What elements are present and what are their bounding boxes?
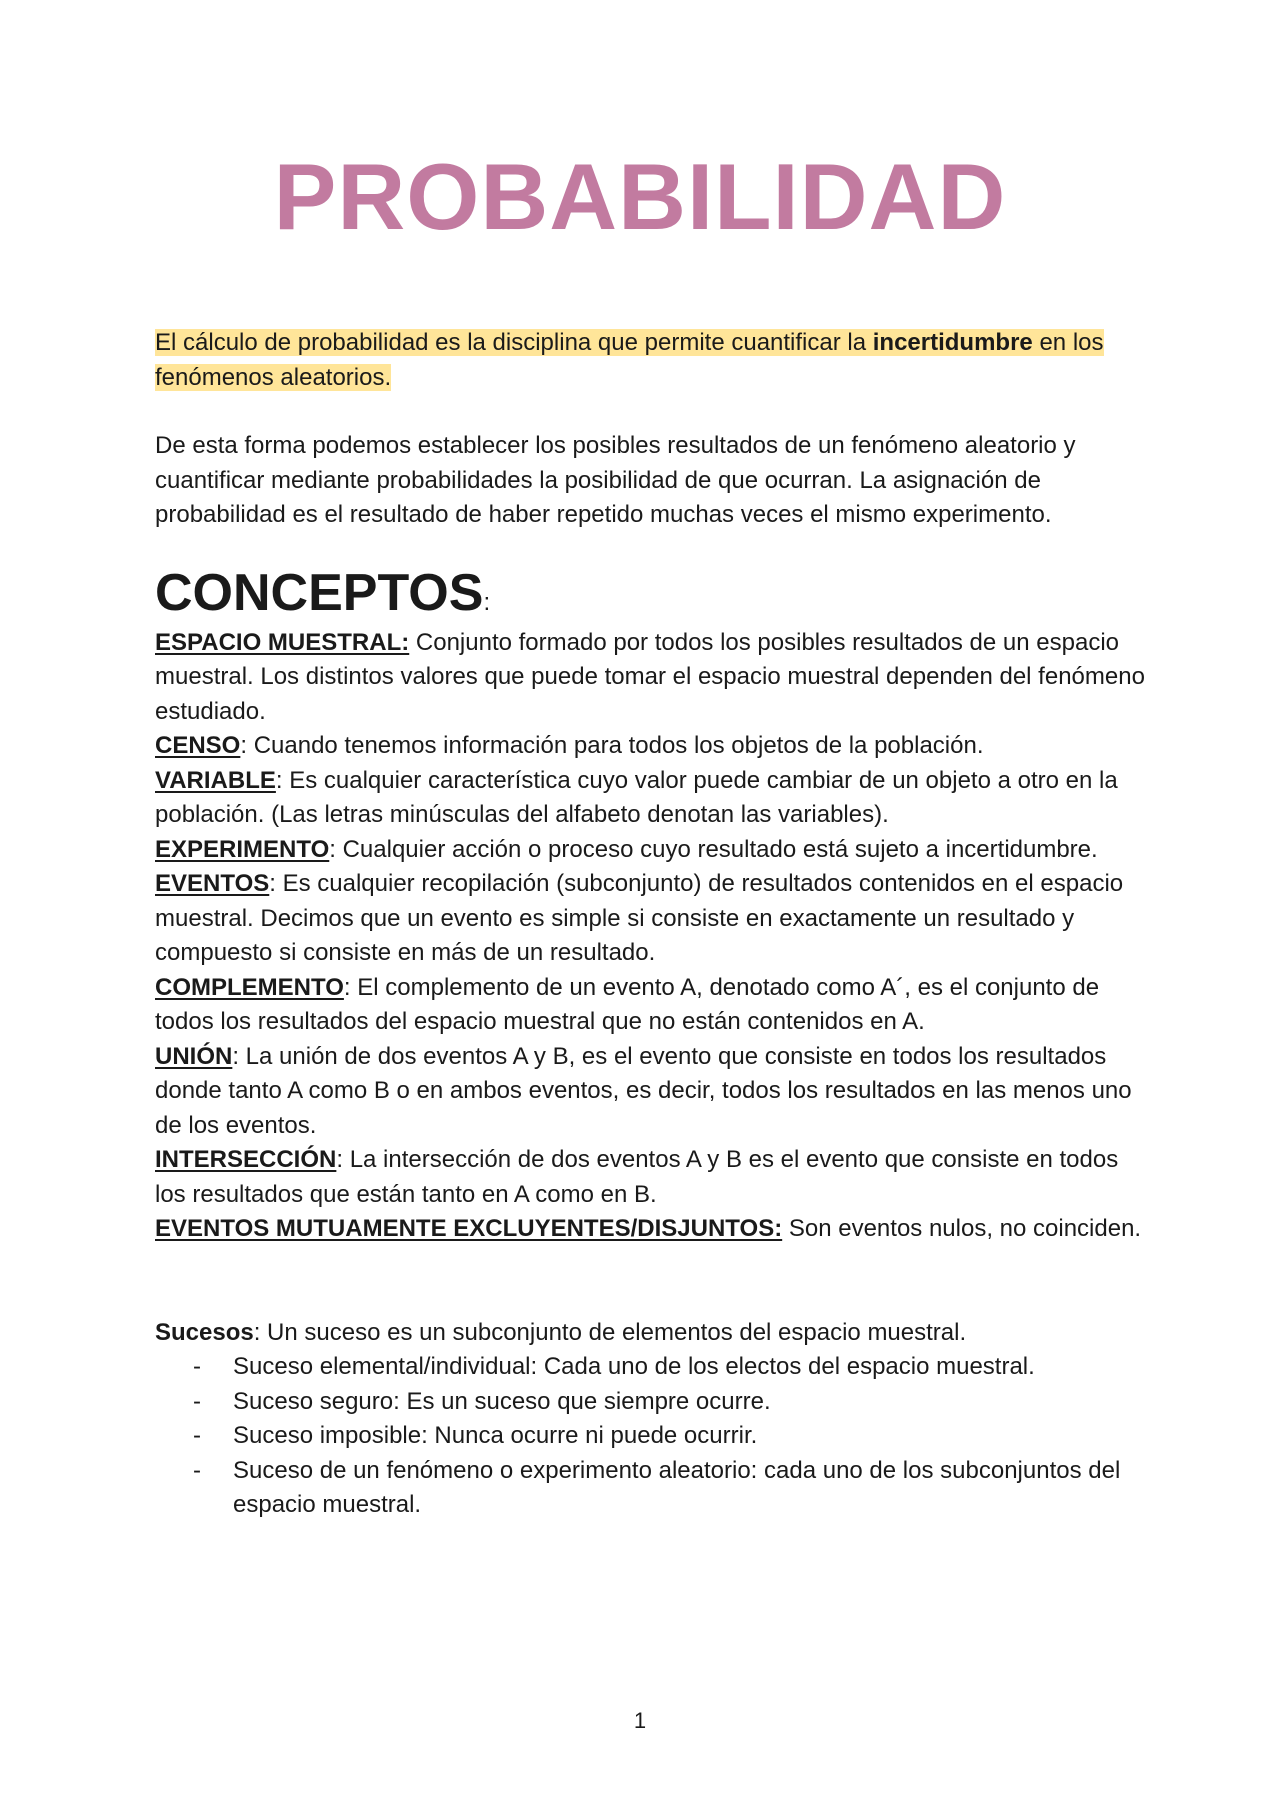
list-item: [155, 1454, 1145, 1523]
concept-item: [155, 1212, 1145, 1247]
concept-term: CENSO: [155, 732, 241, 760]
concept-item: [155, 729, 1145, 764]
list-item-text: Suceso elemental/individual: Cada uno de los electos del espacio muestral.: [233, 1353, 1035, 1381]
page-number: 1: [633, 1708, 647, 1733]
intro-paragraph: [155, 326, 1145, 395]
concept-term: ESPACIO MUESTRAL:: [155, 628, 410, 656]
list-item-text: Suceso de un fenómeno o experimento aleatorio: cada uno de los subconjuntos del espacio muestral.: [233, 1456, 1121, 1519]
intro-highlight: [155, 329, 1104, 391]
list-item-text: Suceso imposible: Nunca ocurre ni puede ocurrir.: [233, 1422, 758, 1450]
concept-item: [155, 867, 1145, 971]
bullet-dash: -: [193, 1387, 201, 1415]
list-item: [155, 1419, 1145, 1454]
bullet-dash: -: [193, 1353, 201, 1381]
concept-list: [155, 626, 1145, 1247]
intro-text-end: en los fenómenos aleatorios.: [155, 329, 1104, 391]
sucesos-label: Sucesos: [155, 1318, 254, 1346]
spacer: [155, 395, 1145, 429]
bullet-dash: -: [193, 1456, 201, 1484]
concept-term: EVENTOS MUTUAMENTE EXCLUYENTES/DISJUNTOS:: [155, 1215, 783, 1243]
list-item: [155, 1350, 1145, 1385]
description-paragraph: De esta forma podemos establecer los posibles resultados de un fenómeno aleatorio y cuantificar mediante probabilidades la posibilidad de que ocurran. La asignación de probabilidad es el resultado de haber repetido muchas veces el mismo experimento.: [155, 432, 1076, 528]
concept-term: COMPLEMENTO: [155, 973, 344, 1001]
concept-definition: Son eventos nulos, no coinciden.: [782, 1215, 1142, 1243]
sucesos-text: : Un suceso es un subconjunto de elementos del espacio muestral.: [253, 1318, 967, 1346]
concept-definition: Conjunto formado por todos los posibles resultados de un espacio muestral. Los distintos valores que puede tomar el espacio muestral dependen del fenómeno estudiado.: [155, 628, 1145, 725]
intro-text-start: El cálculo de probabilidad es la disciplina que permite cuantificar la: [155, 329, 873, 356]
concept-definition: : La unión de dos eventos A y B, es el evento que consiste en todos los resultados donde tanto A como B o en ambos eventos, es decir, todos los resultados en las menos uno de los eventos.: [155, 1042, 1132, 1139]
concept-term: EVENTOS: [155, 870, 270, 898]
concept-term: UNIÓN: [155, 1042, 233, 1070]
document-body: [155, 326, 1145, 1523]
concept-definition: : Es cualquier característica cuyo valor puede cambiar de un objeto a otro en la población. (Las letras minúsculas del alfabeto denotan las variables).: [155, 766, 1118, 829]
sucesos-paragraph: [155, 1316, 1145, 1351]
bullet-dash: -: [193, 1422, 201, 1450]
concept-item: [155, 971, 1145, 1040]
list-item-text: Suceso seguro: Es un suceso que siempre ocurre.: [233, 1387, 771, 1415]
concept-item: [155, 1143, 1145, 1212]
concept-item: [155, 764, 1145, 833]
concept-definition: : La intersección de dos eventos A y B es el evento que consiste en todos los resultados que están tanto en A como en B.: [155, 1146, 1119, 1208]
concept-term: EXPERIMENTO: [155, 835, 330, 863]
concept-item: [155, 626, 1145, 730]
sucesos-list: [155, 1350, 1145, 1523]
intro-bold-term: incertidumbre: [872, 329, 1033, 356]
concept-item: [155, 833, 1145, 868]
list-item: [155, 1385, 1145, 1420]
concepts-heading-text: CONCEPTOS: [155, 563, 484, 622]
concept-item: [155, 1040, 1145, 1144]
concept-definition: : Cuando tenemos información para todos los objetos de la población.: [240, 732, 984, 760]
page-title: PROBABILIDAD: [273, 144, 1007, 249]
concept-definition: : El complemento de un evento A, denotado como A´, es el conjunto de todos los resultados del espacio muestral que no están contenidos en A.: [155, 973, 1100, 1036]
concept-term: INTERSECCIÓN: [155, 1146, 337, 1174]
spacer: [155, 1247, 1145, 1316]
concept-definition: : Cualquier acción o proceso cuyo resultado está sujeto a incertidumbre.: [329, 835, 1098, 863]
concept-definition: : Es cualquier recopilación (subconjunto) de resultados contenidos en el espacio muestral. Decimos que un evento es simple si consiste en exactamente un resultado y compuesto si consiste en más de un resultado.: [155, 870, 1124, 967]
concepts-heading-colon: :: [483, 588, 491, 616]
concept-term: VARIABLE: [155, 766, 276, 794]
concepts-heading: [155, 565, 1145, 622]
